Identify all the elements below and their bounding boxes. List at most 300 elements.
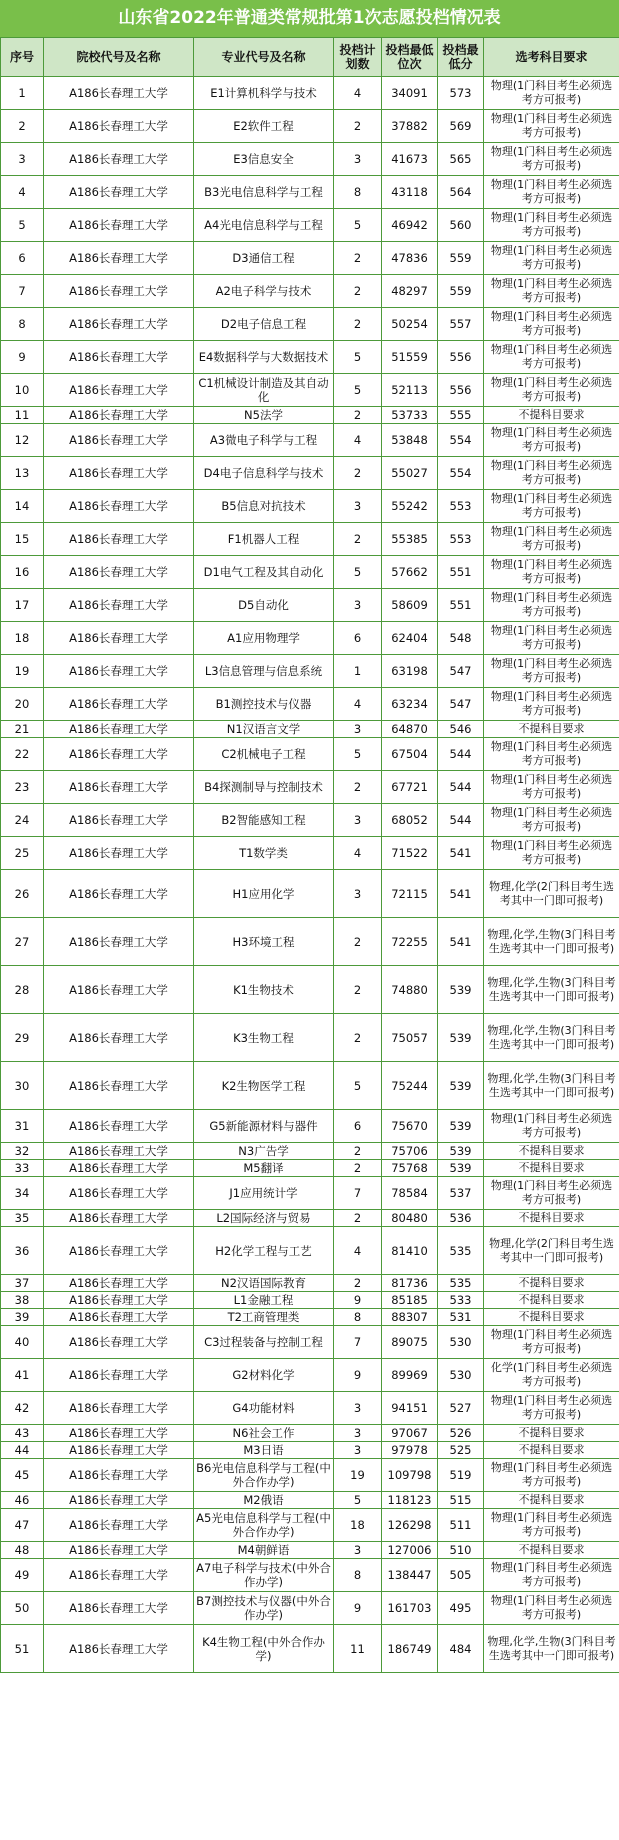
table-row	[1, 1492, 619, 1509]
cell-major: L3信息管理与信息系统	[194, 655, 334, 688]
cell-index: 17	[1, 589, 44, 622]
cell-school: A186长春理工大学	[44, 918, 194, 966]
cell-school: A186长春理工大学	[44, 837, 194, 870]
cell-index: 4	[1, 176, 44, 209]
cell-score: 535	[438, 1227, 484, 1275]
cell-major: D4电子信息科学与技术	[194, 457, 334, 490]
cell-rank: 75670	[382, 1110, 438, 1143]
cell-requirement: 物理(1门科目考生必须选考方可报考)	[484, 1459, 619, 1492]
cell-index: 28	[1, 966, 44, 1014]
cell-school: A186长春理工大学	[44, 688, 194, 721]
cell-index: 6	[1, 242, 44, 275]
cell-plan: 2	[334, 110, 382, 143]
cell-major: L1金融工程	[194, 1292, 334, 1309]
cell-index: 39	[1, 1309, 44, 1326]
cell-score: 547	[438, 655, 484, 688]
table-row	[1, 490, 619, 523]
cell-score: 565	[438, 143, 484, 176]
cell-school: A186长春理工大学	[44, 622, 194, 655]
cell-index: 23	[1, 771, 44, 804]
cell-plan: 5	[334, 209, 382, 242]
cell-major: C3过程装备与控制工程	[194, 1326, 334, 1359]
table-row	[1, 655, 619, 688]
cell-requirement: 物理,化学,生物(3门科目考生选考其中一门即可报考)	[484, 1625, 619, 1673]
cell-school: A186长春理工大学	[44, 589, 194, 622]
cell-rank: 75244	[382, 1062, 438, 1110]
cell-index: 41	[1, 1359, 44, 1392]
cell-plan: 5	[334, 341, 382, 374]
cell-requirement: 物理(1门科目考生必须选考方可报考)	[484, 209, 619, 242]
table-row	[1, 77, 619, 110]
table-row	[1, 1509, 619, 1542]
cell-rank: 126298	[382, 1509, 438, 1542]
cell-requirement: 物理(1门科目考生必须选考方可报考)	[484, 804, 619, 837]
table-row	[1, 870, 619, 918]
cell-score: 559	[438, 242, 484, 275]
cell-major: A3微电子科学与工程	[194, 424, 334, 457]
cell-rank: 55385	[382, 523, 438, 556]
cell-index: 34	[1, 1177, 44, 1210]
cell-major: T1数学类	[194, 837, 334, 870]
cell-requirement: 物理(1门科目考生必须选考方可报考)	[484, 176, 619, 209]
col-header-school: 院校代号及名称	[44, 38, 194, 77]
cell-major: K3生物工程	[194, 1014, 334, 1062]
cell-rank: 57662	[382, 556, 438, 589]
col-header-rank: 投档最低位次	[382, 38, 438, 77]
cell-index: 5	[1, 209, 44, 242]
table-row	[1, 407, 619, 424]
cell-score: 505	[438, 1559, 484, 1592]
cell-index: 3	[1, 143, 44, 176]
cell-school: A186长春理工大学	[44, 341, 194, 374]
cell-requirement: 物理(1门科目考生必须选考方可报考)	[484, 424, 619, 457]
cell-score: 511	[438, 1509, 484, 1542]
cell-major: B3光电信息科学与工程	[194, 176, 334, 209]
table-header-row	[1, 38, 619, 77]
cell-requirement: 物理(1门科目考生必须选考方可报考)	[484, 738, 619, 771]
cell-plan: 7	[334, 1177, 382, 1210]
cell-index: 31	[1, 1110, 44, 1143]
cell-rank: 81736	[382, 1275, 438, 1292]
cell-index: 19	[1, 655, 44, 688]
table-row	[1, 1542, 619, 1559]
cell-score: 519	[438, 1459, 484, 1492]
cell-index: 46	[1, 1492, 44, 1509]
cell-requirement: 不提科目要求	[484, 1292, 619, 1309]
cell-rank: 53848	[382, 424, 438, 457]
cell-index: 26	[1, 870, 44, 918]
cell-major: M2俄语	[194, 1492, 334, 1509]
cell-rank: 74880	[382, 966, 438, 1014]
cell-score: 544	[438, 804, 484, 837]
cell-plan: 4	[334, 424, 382, 457]
cell-school: A186长春理工大学	[44, 1177, 194, 1210]
cell-major: H2化学工程与工艺	[194, 1227, 334, 1275]
cell-index: 25	[1, 837, 44, 870]
cell-index: 30	[1, 1062, 44, 1110]
cell-rank: 41673	[382, 143, 438, 176]
table-row	[1, 1326, 619, 1359]
cell-rank: 138447	[382, 1559, 438, 1592]
cell-school: A186长春理工大学	[44, 1014, 194, 1062]
cell-rank: 78584	[382, 1177, 438, 1210]
cell-index: 27	[1, 918, 44, 966]
cell-index: 15	[1, 523, 44, 556]
cell-index: 12	[1, 424, 44, 457]
cell-plan: 2	[334, 275, 382, 308]
cell-index: 38	[1, 1292, 44, 1309]
admission-table	[0, 37, 619, 1673]
cell-school: A186长春理工大学	[44, 374, 194, 407]
cell-score: 527	[438, 1392, 484, 1425]
table-row	[1, 556, 619, 589]
cell-requirement: 物理,化学,生物(3门科目考生选考其中一门即可报考)	[484, 1062, 619, 1110]
cell-rank: 50254	[382, 308, 438, 341]
cell-requirement: 物理(1门科目考生必须选考方可报考)	[484, 1559, 619, 1592]
cell-requirement: 物理(1门科目考生必须选考方可报考)	[484, 523, 619, 556]
cell-score: 560	[438, 209, 484, 242]
table-row	[1, 1625, 619, 1673]
cell-index: 9	[1, 341, 44, 374]
cell-major: D2电子信息工程	[194, 308, 334, 341]
cell-rank: 88307	[382, 1309, 438, 1326]
cell-index: 8	[1, 308, 44, 341]
cell-rank: 55242	[382, 490, 438, 523]
cell-school: A186长春理工大学	[44, 1492, 194, 1509]
cell-score: 547	[438, 688, 484, 721]
cell-plan: 3	[334, 721, 382, 738]
cell-index: 51	[1, 1625, 44, 1673]
cell-major: N6社会工作	[194, 1425, 334, 1442]
cell-school: A186长春理工大学	[44, 1392, 194, 1425]
cell-requirement: 物理,化学,生物(3门科目考生选考其中一门即可报考)	[484, 1014, 619, 1062]
cell-major: A5光电信息科学与工程(中外合作办学)	[194, 1509, 334, 1542]
cell-plan: 9	[334, 1592, 382, 1625]
cell-plan: 4	[334, 688, 382, 721]
table-row	[1, 1227, 619, 1275]
table-row	[1, 457, 619, 490]
cell-rank: 97067	[382, 1425, 438, 1442]
cell-school: A186长春理工大学	[44, 1509, 194, 1542]
cell-score: 530	[438, 1359, 484, 1392]
cell-plan: 8	[334, 176, 382, 209]
cell-rank: 63198	[382, 655, 438, 688]
cell-rank: 47836	[382, 242, 438, 275]
cell-score: 564	[438, 176, 484, 209]
cell-major: M5翻译	[194, 1160, 334, 1177]
cell-school: A186长春理工大学	[44, 1275, 194, 1292]
cell-school: A186长春理工大学	[44, 1309, 194, 1326]
cell-major: H3环境工程	[194, 918, 334, 966]
cell-major: D3通信工程	[194, 242, 334, 275]
table-row	[1, 1559, 619, 1592]
cell-school: A186长春理工大学	[44, 424, 194, 457]
cell-major: D5自动化	[194, 589, 334, 622]
table-row	[1, 1143, 619, 1160]
cell-school: A186长春理工大学	[44, 1625, 194, 1673]
cell-score: 541	[438, 870, 484, 918]
cell-index: 40	[1, 1326, 44, 1359]
cell-school: A186长春理工大学	[44, 143, 194, 176]
cell-plan: 2	[334, 242, 382, 275]
cell-major: G2材料化学	[194, 1359, 334, 1392]
cell-school: A186长春理工大学	[44, 523, 194, 556]
cell-plan: 3	[334, 1542, 382, 1559]
cell-score: 556	[438, 374, 484, 407]
table-row	[1, 589, 619, 622]
cell-score: 536	[438, 1210, 484, 1227]
table-row	[1, 771, 619, 804]
cell-school: A186长春理工大学	[44, 242, 194, 275]
cell-plan: 3	[334, 1392, 382, 1425]
cell-school: A186长春理工大学	[44, 407, 194, 424]
cell-major: L2国际经济与贸易	[194, 1210, 334, 1227]
cell-score: 539	[438, 966, 484, 1014]
cell-plan: 2	[334, 1160, 382, 1177]
cell-school: A186长春理工大学	[44, 966, 194, 1014]
cell-index: 2	[1, 110, 44, 143]
table-row	[1, 1160, 619, 1177]
cell-requirement: 物理(1门科目考生必须选考方可报考)	[484, 374, 619, 407]
cell-school: A186长春理工大学	[44, 1292, 194, 1309]
cell-school: A186长春理工大学	[44, 176, 194, 209]
cell-major: N1汉语言文学	[194, 721, 334, 738]
col-header-plan: 投档计划数	[334, 38, 382, 77]
cell-index: 35	[1, 1210, 44, 1227]
cell-rank: 46942	[382, 209, 438, 242]
cell-requirement: 不提科目要求	[484, 1492, 619, 1509]
cell-score: 553	[438, 523, 484, 556]
cell-rank: 34091	[382, 77, 438, 110]
cell-major: D1电气工程及其自动化	[194, 556, 334, 589]
cell-requirement: 物理,化学,生物(3门科目考生选考其中一门即可报考)	[484, 966, 619, 1014]
cell-school: A186长春理工大学	[44, 738, 194, 771]
table-row	[1, 1110, 619, 1143]
cell-school: A186长春理工大学	[44, 771, 194, 804]
cell-major: E3信息安全	[194, 143, 334, 176]
cell-plan: 2	[334, 523, 382, 556]
cell-plan: 2	[334, 1275, 382, 1292]
cell-rank: 43118	[382, 176, 438, 209]
table-row	[1, 176, 619, 209]
cell-school: A186长春理工大学	[44, 275, 194, 308]
cell-plan: 5	[334, 1492, 382, 1509]
cell-major: H1应用化学	[194, 870, 334, 918]
cell-plan: 3	[334, 870, 382, 918]
table-row	[1, 1177, 619, 1210]
cell-index: 1	[1, 77, 44, 110]
cell-requirement: 物理(1门科目考生必须选考方可报考)	[484, 837, 619, 870]
cell-score: 555	[438, 407, 484, 424]
cell-school: A186长春理工大学	[44, 1227, 194, 1275]
cell-score: 569	[438, 110, 484, 143]
cell-rank: 72115	[382, 870, 438, 918]
cell-plan: 8	[334, 1559, 382, 1592]
cell-plan: 5	[334, 1062, 382, 1110]
cell-score: 484	[438, 1625, 484, 1673]
cell-plan: 4	[334, 77, 382, 110]
cell-requirement: 不提科目要求	[484, 1275, 619, 1292]
cell-requirement: 化学(1门科目考生必须选考方可报考)	[484, 1359, 619, 1392]
cell-school: A186长春理工大学	[44, 1592, 194, 1625]
cell-rank: 52113	[382, 374, 438, 407]
cell-score: 554	[438, 457, 484, 490]
cell-plan: 5	[334, 738, 382, 771]
cell-major: A7电子科学与技术(中外合作办学)	[194, 1559, 334, 1592]
cell-index: 13	[1, 457, 44, 490]
table-row	[1, 1392, 619, 1425]
col-header-index: 序号	[1, 38, 44, 77]
cell-score: 539	[438, 1062, 484, 1110]
cell-index: 18	[1, 622, 44, 655]
cell-plan: 6	[334, 622, 382, 655]
cell-school: A186长春理工大学	[44, 308, 194, 341]
table-row	[1, 622, 619, 655]
cell-plan: 1	[334, 655, 382, 688]
cell-school: A186长春理工大学	[44, 1110, 194, 1143]
table-row	[1, 738, 619, 771]
cell-rank: 97978	[382, 1442, 438, 1459]
cell-requirement: 不提科目要求	[484, 407, 619, 424]
cell-plan: 3	[334, 804, 382, 837]
cell-score: 559	[438, 275, 484, 308]
cell-plan: 5	[334, 374, 382, 407]
cell-major: B6光电信息科学与工程(中外合作办学)	[194, 1459, 334, 1492]
cell-plan: 3	[334, 143, 382, 176]
cell-rank: 37882	[382, 110, 438, 143]
cell-score: 526	[438, 1425, 484, 1442]
cell-school: A186长春理工大学	[44, 1442, 194, 1459]
cell-rank: 81410	[382, 1227, 438, 1275]
cell-major: M3日语	[194, 1442, 334, 1459]
cell-requirement: 不提科目要求	[484, 1309, 619, 1326]
cell-index: 43	[1, 1425, 44, 1442]
cell-school: A186长春理工大学	[44, 457, 194, 490]
cell-major: C2机械电子工程	[194, 738, 334, 771]
cell-rank: 89969	[382, 1359, 438, 1392]
cell-rank: 109798	[382, 1459, 438, 1492]
cell-rank: 48297	[382, 275, 438, 308]
cell-plan: 11	[334, 1625, 382, 1673]
cell-score: 551	[438, 589, 484, 622]
cell-plan: 2	[334, 918, 382, 966]
cell-rank: 71522	[382, 837, 438, 870]
cell-rank: 62404	[382, 622, 438, 655]
cell-major: N5法学	[194, 407, 334, 424]
cell-major: E2软件工程	[194, 110, 334, 143]
table-row	[1, 1292, 619, 1309]
cell-requirement: 物理(1门科目考生必须选考方可报考)	[484, 77, 619, 110]
cell-score: 539	[438, 1160, 484, 1177]
cell-rank: 72255	[382, 918, 438, 966]
cell-school: A186长春理工大学	[44, 1143, 194, 1160]
cell-major: A4光电信息科学与工程	[194, 209, 334, 242]
table-body	[1, 77, 619, 1673]
cell-major: G4功能材料	[194, 1392, 334, 1425]
table-row	[1, 242, 619, 275]
cell-rank: 64870	[382, 721, 438, 738]
table-row	[1, 110, 619, 143]
table-row	[1, 209, 619, 242]
cell-index: 37	[1, 1275, 44, 1292]
cell-major: G5新能源材料与器件	[194, 1110, 334, 1143]
cell-major: J1应用统计学	[194, 1177, 334, 1210]
cell-index: 36	[1, 1227, 44, 1275]
table-row	[1, 308, 619, 341]
table-row	[1, 424, 619, 457]
cell-major: B1测控技术与仪器	[194, 688, 334, 721]
cell-requirement: 不提科目要求	[484, 1210, 619, 1227]
cell-requirement: 物理(1门科目考生必须选考方可报考)	[484, 688, 619, 721]
cell-major: K4生物工程(中外合作办学)	[194, 1625, 334, 1673]
cell-rank: 53733	[382, 407, 438, 424]
cell-score: 537	[438, 1177, 484, 1210]
cell-school: A186长春理工大学	[44, 1160, 194, 1177]
cell-school: A186长春理工大学	[44, 1326, 194, 1359]
cell-rank: 94151	[382, 1392, 438, 1425]
cell-score: 548	[438, 622, 484, 655]
cell-requirement: 物理(1门科目考生必须选考方可报考)	[484, 556, 619, 589]
cell-school: A186长春理工大学	[44, 655, 194, 688]
cell-school: A186长春理工大学	[44, 77, 194, 110]
table-row	[1, 1592, 619, 1625]
cell-school: A186长春理工大学	[44, 1459, 194, 1492]
cell-school: A186长春理工大学	[44, 209, 194, 242]
cell-major: C1机械设计制造及其自动化	[194, 374, 334, 407]
cell-major: F1机器人工程	[194, 523, 334, 556]
table-row	[1, 721, 619, 738]
cell-major: B7测控技术与仪器(中外合作办学)	[194, 1592, 334, 1625]
cell-major: K1生物技术	[194, 966, 334, 1014]
cell-requirement: 物理(1门科目考生必须选考方可报考)	[484, 1509, 619, 1542]
table-row	[1, 837, 619, 870]
cell-plan: 8	[334, 1309, 382, 1326]
cell-rank: 80480	[382, 1210, 438, 1227]
cell-school: A186长春理工大学	[44, 1542, 194, 1559]
cell-requirement: 不提科目要求	[484, 1442, 619, 1459]
cell-plan: 2	[334, 771, 382, 804]
cell-major: N3广告学	[194, 1143, 334, 1160]
cell-school: A186长春理工大学	[44, 1062, 194, 1110]
cell-major: B5信息对抗技术	[194, 490, 334, 523]
cell-requirement: 不提科目要求	[484, 721, 619, 738]
cell-school: A186长春理工大学	[44, 490, 194, 523]
cell-score: 553	[438, 490, 484, 523]
cell-rank: 118123	[382, 1492, 438, 1509]
cell-index: 22	[1, 738, 44, 771]
cell-index: 44	[1, 1442, 44, 1459]
cell-score: 530	[438, 1326, 484, 1359]
cell-index: 48	[1, 1542, 44, 1559]
cell-score: 510	[438, 1542, 484, 1559]
cell-plan: 2	[334, 1014, 382, 1062]
cell-major: A1应用物理学	[194, 622, 334, 655]
cell-plan: 9	[334, 1292, 382, 1309]
cell-rank: 68052	[382, 804, 438, 837]
cell-plan: 2	[334, 308, 382, 341]
table-row	[1, 918, 619, 966]
cell-plan: 3	[334, 490, 382, 523]
cell-requirement: 物理(1门科目考生必须选考方可报考)	[484, 771, 619, 804]
cell-school: A186长春理工大学	[44, 1359, 194, 1392]
cell-index: 11	[1, 407, 44, 424]
cell-rank: 89075	[382, 1326, 438, 1359]
cell-rank: 67504	[382, 738, 438, 771]
cell-index: 21	[1, 721, 44, 738]
cell-requirement: 物理,化学,生物(3门科目考生选考其中一门即可报考)	[484, 918, 619, 966]
cell-requirement: 不提科目要求	[484, 1425, 619, 1442]
cell-index: 14	[1, 490, 44, 523]
